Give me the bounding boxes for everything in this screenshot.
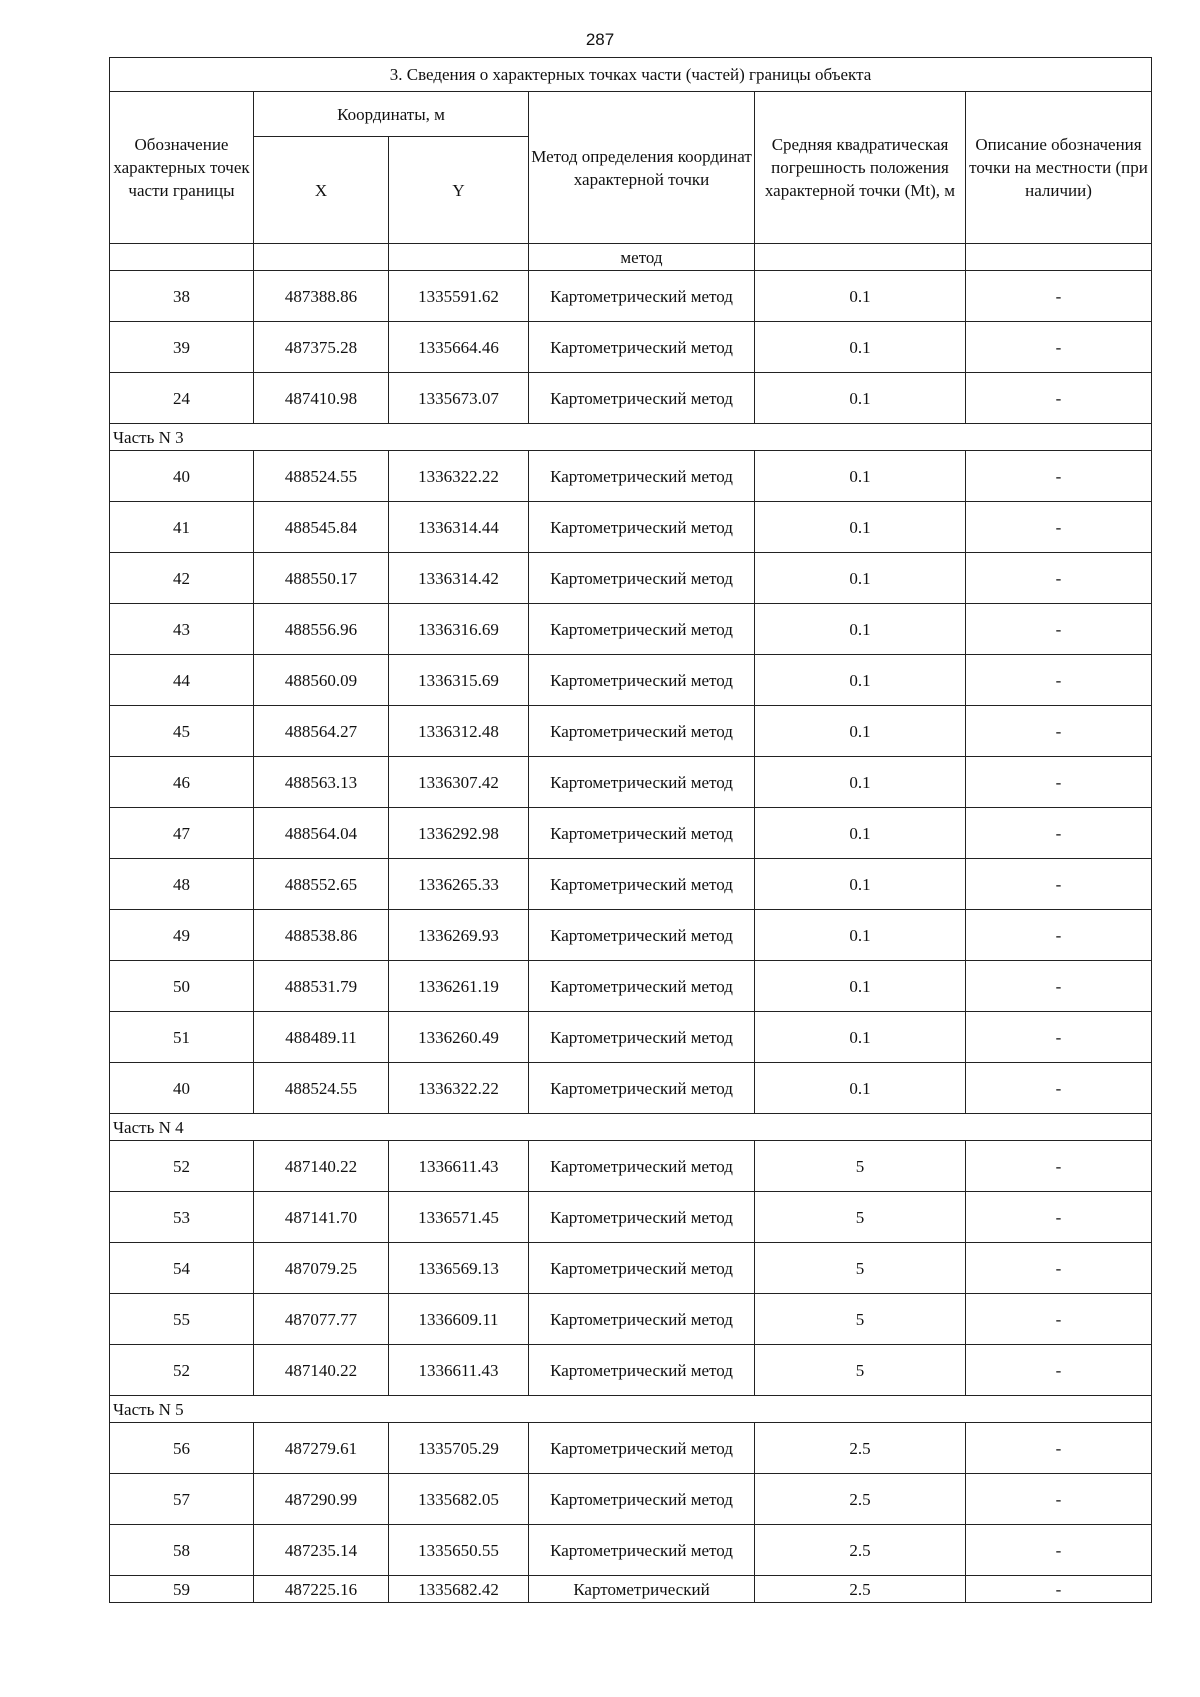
cell-accuracy: 0.1 <box>755 373 966 424</box>
cell-x: 487388.86 <box>254 271 389 322</box>
cell-method: Картометрический метод <box>529 757 755 808</box>
table-row <box>110 1345 1152 1396</box>
cell-x: 488531.79 <box>254 961 389 1012</box>
cell-description: - <box>966 757 1152 808</box>
cell-accuracy: 0.1 <box>755 553 966 604</box>
table-row <box>110 451 1152 502</box>
cell-description: - <box>966 451 1152 502</box>
cell-y: 1336314.44 <box>389 502 529 553</box>
cell-method: Картометрический метод <box>529 1423 755 1474</box>
cell-accuracy: 0.1 <box>755 859 966 910</box>
header-description: Описание обозначения точки на местности (при наличии) <box>966 92 1152 244</box>
cell-accuracy: 0.1 <box>755 271 966 322</box>
table-row <box>110 859 1152 910</box>
cell-description: - <box>966 373 1152 424</box>
cell-y: 1336312.48 <box>389 706 529 757</box>
cell-x: 487225.16 <box>254 1576 389 1603</box>
cell-x: 487140.22 <box>254 1141 389 1192</box>
cell-point: 52 <box>110 1345 254 1396</box>
cell-description: - <box>966 1012 1152 1063</box>
cell-y: 1336322.22 <box>389 1063 529 1114</box>
cell-x: 488556.96 <box>254 604 389 655</box>
cell-accuracy: 0.1 <box>755 757 966 808</box>
table-row <box>110 502 1152 553</box>
cell-accuracy: 5 <box>755 1345 966 1396</box>
cell-point: 53 <box>110 1192 254 1243</box>
cell-y: 1336269.93 <box>389 910 529 961</box>
cell-point: 57 <box>110 1474 254 1525</box>
table-row <box>110 1012 1152 1063</box>
cell-y: 1336292.98 <box>389 808 529 859</box>
cell-method: Картометрический метод <box>529 271 755 322</box>
section-row <box>110 1114 1152 1141</box>
section-label: Часть N 4 <box>110 1114 1152 1141</box>
cell-method: Картометрический метод <box>529 373 755 424</box>
cell-description: - <box>966 655 1152 706</box>
cell-point: 55 <box>110 1294 254 1345</box>
cell-x: 488489.11 <box>254 1012 389 1063</box>
cell-method: Картометрический метод <box>529 553 755 604</box>
cell-y: 1336314.42 <box>389 553 529 604</box>
cell-method: Картометрический метод <box>529 961 755 1012</box>
cell-description: - <box>966 322 1152 373</box>
cell-description: - <box>966 1294 1152 1345</box>
cell-accuracy: 0.1 <box>755 1012 966 1063</box>
cell-y: 1336609.11 <box>389 1294 529 1345</box>
cell-point: 56 <box>110 1423 254 1474</box>
cell-y: 1336315.69 <box>389 655 529 706</box>
header-coordinates: Координаты, м <box>254 92 529 137</box>
cell-description: - <box>966 1474 1152 1525</box>
table-row <box>110 706 1152 757</box>
table-row <box>110 1423 1152 1474</box>
cell-point: 47 <box>110 808 254 859</box>
header-y: Y <box>389 137 529 244</box>
cell-accuracy: 2.5 <box>755 1474 966 1525</box>
cell-y: 1336611.43 <box>389 1141 529 1192</box>
section-row <box>110 424 1152 451</box>
cell-method: Картометрический метод <box>529 1192 755 1243</box>
table-title: 3. Сведения о характерных точках части (частей) границы объекта <box>110 58 1152 92</box>
table-row <box>110 553 1152 604</box>
page-number: 287 <box>585 30 615 49</box>
cell-accuracy: 0.1 <box>755 451 966 502</box>
cell-point: 59 <box>110 1576 254 1603</box>
cell-point: 40 <box>110 451 254 502</box>
cell-y: 1336322.22 <box>389 451 529 502</box>
continued-method: метод <box>529 244 755 271</box>
cell-y: 1335682.42 <box>389 1576 529 1603</box>
cell-y: 1336265.33 <box>389 859 529 910</box>
cell-x: 488545.84 <box>254 502 389 553</box>
cell-x: 488563.13 <box>254 757 389 808</box>
cell-accuracy: 0.1 <box>755 910 966 961</box>
cell-description: - <box>966 1423 1152 1474</box>
table-row <box>110 1525 1152 1576</box>
section-label: Часть N 3 <box>110 424 1152 451</box>
cell-description: - <box>966 1243 1152 1294</box>
cell-method: Картометрический <box>529 1576 755 1603</box>
table-row <box>110 910 1152 961</box>
cell-point: 43 <box>110 604 254 655</box>
cell-point: 46 <box>110 757 254 808</box>
cell-y: 1335664.46 <box>389 322 529 373</box>
cell-method: Картометрический метод <box>529 1345 755 1396</box>
cell-x: 487235.14 <box>254 1525 389 1576</box>
cell-x: 487279.61 <box>254 1423 389 1474</box>
cell-x: 487375.28 <box>254 322 389 373</box>
cell-y: 1336571.45 <box>389 1192 529 1243</box>
cell-accuracy: 0.1 <box>755 604 966 655</box>
cell-method: Картометрический метод <box>529 451 755 502</box>
table-row <box>110 373 1152 424</box>
cell-point: 40 <box>110 1063 254 1114</box>
cell-y: 1336611.43 <box>389 1345 529 1396</box>
cell-accuracy: 2.5 <box>755 1525 966 1576</box>
cell-description: - <box>966 859 1152 910</box>
table-row <box>110 1294 1152 1345</box>
cell-description: - <box>966 961 1152 1012</box>
cell-accuracy: 0.1 <box>755 706 966 757</box>
cell-point: 42 <box>110 553 254 604</box>
cell-method: Картометрический метод <box>529 910 755 961</box>
cell-method: Картометрический метод <box>529 1012 755 1063</box>
cell-x: 487079.25 <box>254 1243 389 1294</box>
cell-description: - <box>966 604 1152 655</box>
header-designation: Обозначение характерных точек части границы <box>110 92 254 244</box>
cell-x: 488550.17 <box>254 553 389 604</box>
cell-accuracy: 5 <box>755 1192 966 1243</box>
table-row <box>110 604 1152 655</box>
cell-method: Картометрический метод <box>529 859 755 910</box>
header-accuracy: Средняя квадратическая погрешность положения характерной точки (Mt), м <box>755 92 966 244</box>
cell-accuracy: 0.1 <box>755 322 966 373</box>
cell-method: Картометрический метод <box>529 604 755 655</box>
cell-accuracy: 0.1 <box>755 961 966 1012</box>
cell-description: - <box>966 502 1152 553</box>
cell-method: Картометрический метод <box>529 1141 755 1192</box>
cell-description: - <box>966 706 1152 757</box>
cell-method: Картометрический метод <box>529 1474 755 1525</box>
cell-point: 48 <box>110 859 254 910</box>
cell-method: Картометрический метод <box>529 1525 755 1576</box>
table-row <box>110 1243 1152 1294</box>
table-row <box>110 1063 1152 1114</box>
cell-x: 487140.22 <box>254 1345 389 1396</box>
table-body <box>110 244 1152 1603</box>
cell-y: 1336261.19 <box>389 961 529 1012</box>
cell-method: Картометрический метод <box>529 808 755 859</box>
cell-x: 488538.86 <box>254 910 389 961</box>
cell-accuracy: 5 <box>755 1141 966 1192</box>
cell-method: Картометрический метод <box>529 322 755 373</box>
cell-description: - <box>966 1192 1152 1243</box>
cell-x: 487077.77 <box>254 1294 389 1345</box>
cell-x: 488560.09 <box>254 655 389 706</box>
cell-description: - <box>966 1345 1152 1396</box>
cell-description: - <box>966 553 1152 604</box>
cell-method: Картометрический метод <box>529 1294 755 1345</box>
cell-description: - <box>966 808 1152 859</box>
cell-method: Картометрический метод <box>529 1063 755 1114</box>
cell-accuracy: 0.1 <box>755 502 966 553</box>
cell-point: 49 <box>110 910 254 961</box>
cell-accuracy: 2.5 <box>755 1423 966 1474</box>
cell-x: 488524.55 <box>254 451 389 502</box>
cell-method: Картометрический метод <box>529 706 755 757</box>
cell-x: 488564.27 <box>254 706 389 757</box>
cell-method: Картометрический метод <box>529 1243 755 1294</box>
cell-y: 1336260.49 <box>389 1012 529 1063</box>
cell-x: 487141.70 <box>254 1192 389 1243</box>
header-method: Метод определения координат характерной точки <box>529 92 755 244</box>
cell-x: 488552.65 <box>254 859 389 910</box>
table-row <box>110 1192 1152 1243</box>
cell-description: - <box>966 271 1152 322</box>
cell-y: 1336569.13 <box>389 1243 529 1294</box>
table-row <box>110 271 1152 322</box>
cell-y: 1336307.42 <box>389 757 529 808</box>
cell-y: 1335682.05 <box>389 1474 529 1525</box>
table-row <box>110 808 1152 859</box>
cell-x: 488524.55 <box>254 1063 389 1114</box>
cell-description: - <box>966 1576 1152 1603</box>
cell-point: 52 <box>110 1141 254 1192</box>
cell-method: Картометрический метод <box>529 655 755 706</box>
cell-point: 44 <box>110 655 254 706</box>
cell-x: 487410.98 <box>254 373 389 424</box>
cell-description: - <box>966 1063 1152 1114</box>
characteristic-points-table <box>109 57 1152 1603</box>
cell-point: 24 <box>110 373 254 424</box>
table-row <box>110 322 1152 373</box>
cell-x: 488564.04 <box>254 808 389 859</box>
table-row <box>110 1576 1152 1603</box>
cell-point: 41 <box>110 502 254 553</box>
section-label: Часть N 5 <box>110 1396 1152 1423</box>
cell-description: - <box>966 1141 1152 1192</box>
cell-point: 58 <box>110 1525 254 1576</box>
cell-description: - <box>966 910 1152 961</box>
table-row <box>110 757 1152 808</box>
cell-accuracy: 0.1 <box>755 655 966 706</box>
cell-method: Картометрический метод <box>529 502 755 553</box>
header-x: X <box>254 137 389 244</box>
table-row <box>110 961 1152 1012</box>
cell-description: - <box>966 1525 1152 1576</box>
cell-point: 39 <box>110 322 254 373</box>
cell-point: 38 <box>110 271 254 322</box>
cell-accuracy: 0.1 <box>755 808 966 859</box>
cell-y: 1335650.55 <box>389 1525 529 1576</box>
cell-point: 54 <box>110 1243 254 1294</box>
cell-point: 50 <box>110 961 254 1012</box>
table-row <box>110 1474 1152 1525</box>
cell-y: 1336316.69 <box>389 604 529 655</box>
cell-y: 1335705.29 <box>389 1423 529 1474</box>
continuation-row <box>110 244 1152 271</box>
cell-y: 1335673.07 <box>389 373 529 424</box>
table-row <box>110 1141 1152 1192</box>
cell-point: 45 <box>110 706 254 757</box>
section-row <box>110 1396 1152 1423</box>
cell-x: 487290.99 <box>254 1474 389 1525</box>
table-row <box>110 655 1152 706</box>
cell-accuracy: 0.1 <box>755 1063 966 1114</box>
cell-point: 51 <box>110 1012 254 1063</box>
cell-y: 1335591.62 <box>389 271 529 322</box>
cell-accuracy: 5 <box>755 1294 966 1345</box>
cell-accuracy: 2.5 <box>755 1576 966 1603</box>
cell-accuracy: 5 <box>755 1243 966 1294</box>
